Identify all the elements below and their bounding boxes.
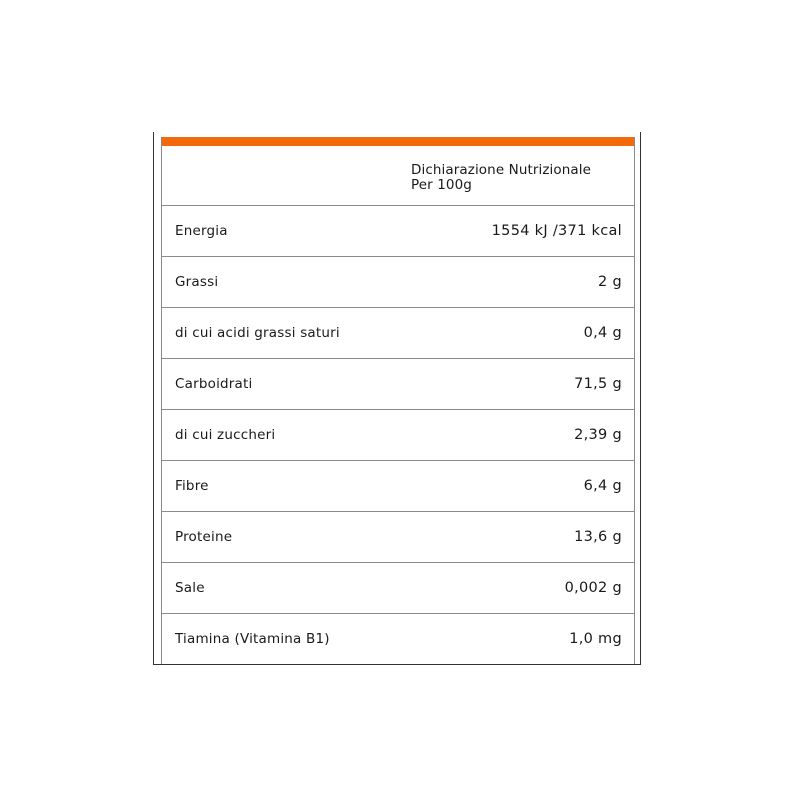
table-row: [162, 410, 634, 461]
nutrient-label: Carboidrati: [175, 376, 253, 392]
nutrient-label: Sale: [175, 580, 205, 596]
nutrient-label: Energia: [175, 223, 228, 239]
table-row: [162, 359, 634, 410]
nutrient-label: Proteine: [175, 529, 233, 545]
table-row: [162, 257, 634, 308]
nutrient-value: 6,4 g: [583, 478, 622, 494]
nutrient-label: di cui zuccheri: [175, 427, 276, 443]
nutrient-value: 2,39 g: [574, 427, 622, 443]
table-header: [411, 163, 591, 193]
nutrient-value: 0,4 g: [583, 325, 622, 341]
nutrient-label: Grassi: [175, 274, 219, 290]
accent-bar: [162, 137, 634, 146]
nutrition-panel-frame: [153, 132, 641, 665]
table-row: [162, 461, 634, 512]
nutrient-value: 71,5 g: [574, 376, 622, 392]
nutrient-label: di cui acidi grassi saturi: [175, 325, 340, 341]
nutrient-value: 1554 kJ /371 kcal: [491, 223, 622, 239]
nutrient-label: Tiamina (Vitamina B1): [175, 631, 330, 647]
nutrient-value: 0,002 g: [564, 580, 622, 596]
nutrient-value: 13,6 g: [574, 529, 622, 545]
table-header-row: [162, 146, 634, 206]
nutrient-value: 1,0 mg: [569, 631, 622, 647]
table-row: [162, 512, 634, 563]
nutrition-table: [161, 137, 635, 664]
header-title: Dichiarazione Nutrizionale: [411, 162, 592, 178]
nutrient-value: 2 g: [598, 274, 622, 290]
table-row: [162, 206, 634, 257]
nutrient-label: Fibre: [175, 478, 209, 494]
table-row: [162, 614, 634, 664]
table-row: [162, 563, 634, 614]
header-subtitle: Per 100g: [411, 177, 472, 193]
table-row: [162, 308, 634, 359]
